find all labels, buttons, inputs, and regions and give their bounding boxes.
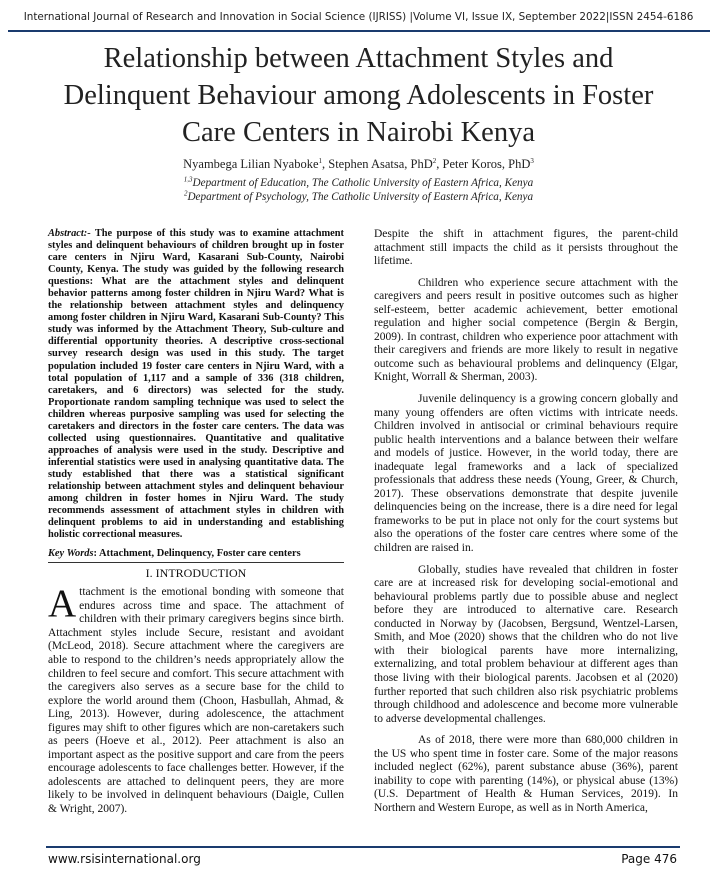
paragraph-3: Juvenile delinquency is a growing concern globally and many young offenders are often victims with intricate needs. Children involved in antisocial or criminal behaviours require public health interventions and a balance between their welfare and models of justice. However, in the world today, there are inadequate legal frameworks and a lack of specialized professionals that address these needs (Young, Greer, & Church, 2017). These observations demonstrate that despite juvenile delinquencies being on the increase, there is a dire need for legal frameworks to be put in place not only for the court systems but also the operations of the foster care centres where some of the children are raised in. xyxy=(374,393,678,555)
footer-rule xyxy=(46,846,680,848)
title-line-2: Delinquent Behaviour among Adolescents in Foster xyxy=(63,80,654,111)
paragraph-1: Despite the shift in attachment figures, the parent-child attachment still impacts the child as it persists throughout the lifetime. xyxy=(374,228,678,268)
drop-cap: A xyxy=(48,582,77,626)
author-2: , Stephen Asatsa, PhD xyxy=(322,157,433,171)
title-line-1: Relationship between Attachment Styles and xyxy=(103,43,614,74)
section-heading-introduction: I. INTRODUCTION xyxy=(145,566,247,581)
author-2-sup: 2 xyxy=(432,156,437,165)
author-3-sup: 3 xyxy=(530,156,534,165)
keywords xyxy=(48,547,344,563)
author-list xyxy=(0,157,717,172)
affiliation-1-sup: 1,3 xyxy=(183,175,193,184)
paragraph-5: As of 2018, there were more than 680,000 children in the US who spent time in foster care. Some of the major reasons included neglect (62%), parent substance abuse (36%), parent inability to cope with parenting (14%), or physical abuse (13%) (U.S. Department of Health & Human Services, 2019). In Northern and Western Europe, as well as in North America, xyxy=(374,734,678,814)
abstract-text: The purpose of this study was to examine attachment styles and delinquent behaviours of children brought up in foster care centers in Njiru Ward, Kasarani Sub-County, Nairobi County, Kenya. The study was guided by the following research questions: What are the attachment styles and delinquent behavior patterns among foster children in Njiru Ward? What is the relationship between attachment styles and delinquency among foster children in Njiru Ward, Kasarani Sub-County? This study was informed by the Attachment Theory, Sub-culture and differential opportunity theories. A descriptive cross-sectional survey research design was used in this study. The target population included 19 foster care centers in Njiru Ward, with a total population of 1,117 and a sample of 336 (318 children, caretakers, and 6 directors) was selected for the study. Proportionate random sampling technique was used to select the children whereas purposive sampling was used for selecting the caretakers and directors in the foster care centers. The data was collected using questionnaires. Quantitative and qualitative approaches of analysis were used in the study. Descriptive and inferential statistics were used in analysing quantitative data. The study established that there was a statistical significant relationship between attachment styles and delinquent behaviour among children in foster homes in Njiru Ward. The study recommends assessment of attachment styles in children with delinquent problems to aid in understanding and establishing holistic correctional measures. xyxy=(48,228,344,541)
paper-title xyxy=(20,40,697,151)
footer-website: www.rsisinternational.org xyxy=(48,852,201,866)
affiliation-2-text: Department of Psychology, The Catholic University of Eastern Africa, Kenya xyxy=(187,191,534,203)
header-rule xyxy=(8,30,710,32)
paragraph-2: Children who experience secure attachment with the caregivers and peers result in positive outcomes such as higher self-esteem, better academic achievement, better emotional regulation and higher social competence (Bergin & Bergin, 2009). In contrast, children who experience poor attachment with their caregivers and friends are more likely to result in negative outcome such as behavioural problems and delinquency (Elgar, Knight, Worrall & Sherman, 2003). xyxy=(374,276,678,384)
intro-paragraph-text: ttachment is the emotional bonding with someone that endures across time and space. The attachment of children with their primary caregivers begins since birth. Attachment styles include Secure, resistant and avoidant (McLeod, 2018). Secure attachment where the caregivers are able to respond to the children’s needs appropriately allow the children to feel secure and comfort. This secure attachment with the caregivers also serves as a secure base for the child to explore the world around them (Choon, Hasbullah, Ahmad, & Ling, 2013). However, during adolescence, the attachment figures may shift to other figures which are non-caretakers such as peers (Hoeve et al., 2012). Peer attachment is also an important aspect as the positive support and care from the peers encourage adolescents to face challenges better. However, if the adolescents are attached to delinquent peers, they are more likely to be involved in delinquent behaviours (Daigle, Cullen & Wright, 2007). xyxy=(48,586,344,815)
title-line-3: Care Centers in Nairobi Kenya xyxy=(182,117,535,148)
keywords-text: : Attachment, Delinquency, Foster care centers xyxy=(93,548,301,560)
affiliation-2 xyxy=(0,191,717,203)
abstract xyxy=(48,228,344,541)
abstract-label: Abstract:- xyxy=(48,228,91,239)
affiliation-1-text: Department of Education, The Catholic University of Eastern Africa, Kenya xyxy=(192,177,534,189)
author-3: , Peter Koros, PhD xyxy=(436,157,531,171)
affiliation-2-sup: 2 xyxy=(183,189,188,198)
affiliation-1 xyxy=(0,177,717,189)
footer-page-number: Page 476 xyxy=(621,852,677,866)
intro-paragraph xyxy=(48,582,344,816)
author-1: Nyambega Lilian Nyaboke xyxy=(183,157,319,171)
journal-running-head: International Journal of Research and Innovation in Social Science (IJRISS) |Volume VI, Issue IX, September 2022|ISSN 2454-6186 xyxy=(23,11,694,23)
paragraph-4: Globally, studies have revealed that children in foster care are at increased risk for developing social-emotional and behavioural problems partly due to possible abuse and neglect before they are introduced to alternative care. Research conducted in Norway by (Jacobsen, Bergsund, Wentzel-Larsen, Smith, and Moe (2020) shows that the children who do not live with their biological parents have more internalizing, externalizing, and total problem behaviour at different ages than those living with their biological parents. Jacobsen et al (2020) further reported that such children also risk psychiatric problems through childhood and adolescence and become more vulnerable to adverse developmental challenges. xyxy=(374,563,678,725)
author-1-sup: 1 xyxy=(318,156,322,165)
keywords-label: Key Words xyxy=(48,548,94,560)
right-column xyxy=(374,228,678,815)
left-column xyxy=(48,228,344,817)
